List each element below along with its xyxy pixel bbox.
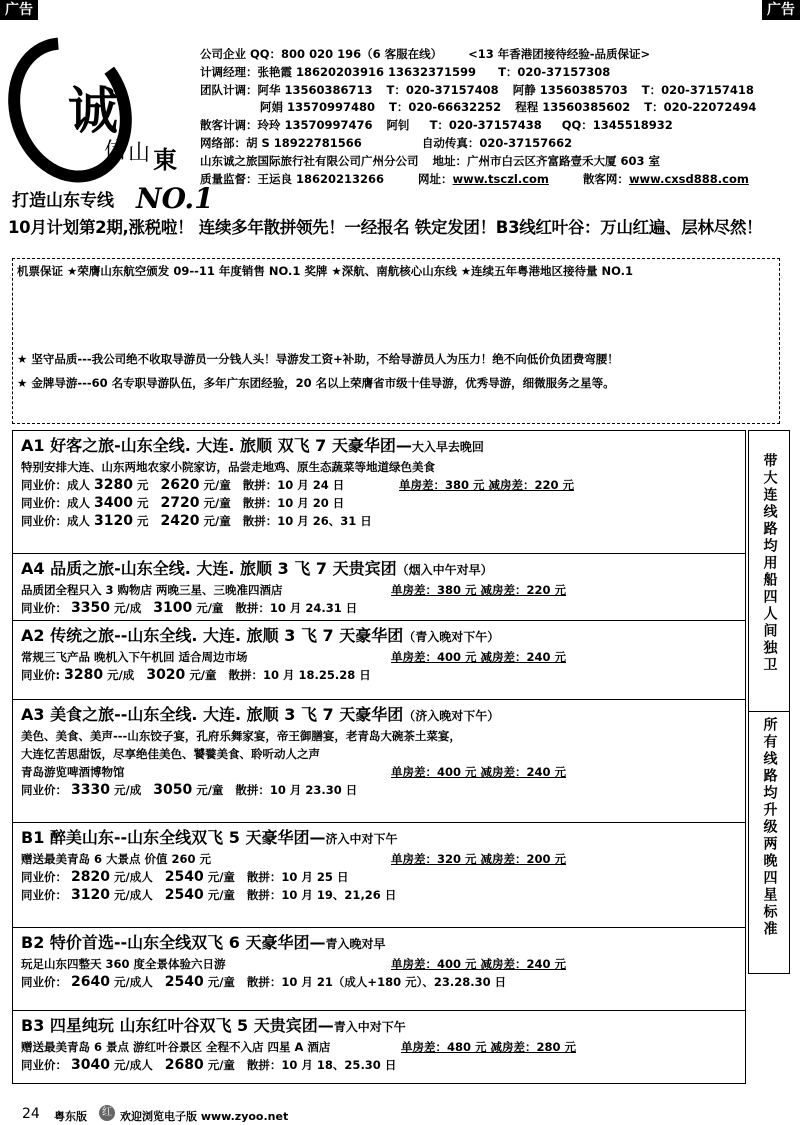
child-price: 2540 (164, 974, 204, 990)
adult-price: 3400 (94, 495, 133, 511)
logo-char-3: 山 (128, 141, 151, 166)
company-name: 山东诚之旅国际旅行社有限公司广州分公司 (200, 153, 419, 168)
price-row: 同业价：成人 3280 元 2620 元/童 散拼：10 月 24 日 单房差：380 元 减房差：220 元 (21, 477, 575, 493)
team-1b: T：020-37157408 (386, 82, 499, 97)
site-label: 网址： (418, 171, 453, 186)
departure-dates: 散拼：10 月 24 日 (242, 478, 345, 492)
adult-price: 2820 (71, 869, 110, 885)
room-diff: 单房差：480 元 减房差：280 元 (401, 1040, 577, 1054)
route-title: A4 品质之旅-山东全线. 大连. 旅顺 3 飞 7 天贵宾团（烟入中午对早） (21, 559, 493, 578)
side-divider (749, 711, 789, 712)
route-card (12, 699, 746, 822)
price-row: 同业价：成人 3400 元 2720 元/童 散拼：10 月 20 日 (21, 495, 345, 511)
adult-price: 3040 (71, 1057, 110, 1073)
price-row: 同业价： 2640 元/成人 2540 元/童 散拼：10 月 21（成人+180 元）、23.28.30 日 (21, 974, 507, 990)
room-diff: 单房差：380 元 减房差：220 元 (399, 478, 575, 492)
route-card (12, 430, 746, 553)
logo-slogan: 打造山东专线 (12, 191, 114, 211)
team-1d: T：020-37157418 (641, 82, 754, 97)
header (8, 20, 792, 215)
team-label: 团队计调： (200, 82, 258, 97)
side-note-bottom: 所有线路均升级两晚四星标准 (761, 717, 778, 938)
retail-site-label: 散客网： (582, 171, 629, 186)
team-1a: 阿华 13560386713 (257, 82, 373, 97)
address: 地址：广州市白云区齐富路壹禾大厦 603 室 (432, 153, 661, 168)
promo-row-1: 机票保证 ★荣膺山东航空颁发 09--11 年度销售 NO.1 奖牌 ★深航、南航核心山东线 ★连续五年粤港地区接待量 NO.1 (17, 264, 634, 278)
child-price: 3050 (153, 782, 193, 798)
route-desc: 赠送最美青岛 6 大景点 价值 260 元 单房差：320 元 减房差：200 元 (21, 852, 567, 866)
price-row: 同业价: 3280 元/成 3020 元/童 散拼：10 月 18.25.28 日 (21, 667, 371, 683)
ad-tag-left: 广告 (0, 0, 38, 20)
footer-url[interactable]: 欢迎浏览电子版 www.zyoo.net (120, 1110, 289, 1123)
child-price: 2540 (164, 887, 204, 903)
promo-box (12, 258, 780, 424)
network-line: 网络部：胡 S 18922781566 (200, 135, 362, 150)
route-desc: 品质团全程只入 3 购物店 两晚三星、三晚准四酒店 单房差：380 元 减房差：220 元 (21, 583, 567, 597)
room-diff: 单房差：320 元 减房差：200 元 (391, 852, 567, 866)
route-card (12, 1010, 746, 1084)
price-row: 同业价：成人 3120 元 2420 元/童 散拼：10 月 26、31 日 (21, 513, 372, 529)
departure-dates: 散拼：10 月 19、21,26 日 (246, 888, 397, 902)
adult-price: 3280 (64, 667, 104, 683)
route-desc: 玩足山东四整天 360 度全景体验六日游 单房差：400 元 减房差：240 元 (21, 957, 567, 971)
logo-no1: NO.1 (136, 182, 214, 215)
logo-char-4: 東 (153, 145, 177, 174)
departure-dates: 散拼：10 月 18.25.28 日 (228, 668, 371, 682)
route-title: B3 四星纯玩 山东红叶谷双飞 5 天贵宾团—青入中对下午 (21, 1016, 406, 1035)
departure-dates: 散拼：10 月 21（成人+180 元）、23.28.30 日 (246, 975, 507, 989)
price-row: 同业价： 3330 元/成 3050 元/童 散拼：10 月 23.30 日 (21, 782, 358, 798)
departure-dates: 散拼：10 月 18、25.30 日 (246, 1058, 397, 1072)
room-diff: 单房差：400 元 减房差：240 元 (391, 650, 567, 664)
route-title: B2 特价首选--山东全线双飞 6 天豪华团—青入晚对早 (21, 933, 386, 952)
route-desc: 常规三飞产品 晚机入下午机回 适合周边市场 单房差：400 元 减房差：240 元 (21, 650, 567, 664)
route-list (12, 430, 746, 1084)
price-row: 同业价： 2820 元/成人 2540 元/童 散拼：10 月 25 日 (21, 869, 349, 885)
departure-dates: 散拼：10 月 24.31 日 (235, 601, 358, 615)
contact-block (200, 46, 800, 188)
adult-price: 3120 (94, 513, 133, 529)
adult-price: 3350 (71, 600, 110, 616)
team-1c: 阿静 13560385703 (512, 82, 628, 97)
promo-row-5: ★ 坚守品质---我公司绝不收取导游员一分钱人头！导游发工资+补助，不给导游员人为压力！绝不向低价负团费弯腰！ (17, 352, 619, 366)
departure-dates: 散拼：10 月 23.30 日 (235, 783, 358, 797)
child-price: 2720 (160, 495, 200, 511)
route-card (12, 620, 746, 699)
route-desc: 赠送最美青岛 6 景点 游红叶谷景区 全程不入店 四星 A 酒店 单房差：480 元 减房差：280 元 (21, 1040, 577, 1054)
child-price: 2540 (164, 869, 204, 885)
edition-label: 粤东版 (54, 1110, 87, 1123)
retail-c: T：020-37157438 (429, 118, 542, 133)
room-diff: 单房差：400 元 减房差：240 元 (391, 957, 567, 971)
route-title: B1 醉美山东--山东全线双飞 5 天豪华团—济入中对下午 (21, 828, 398, 847)
side-note-top: 带大连线路均用船四人间独卫 (761, 453, 778, 674)
room-diff: 单房差：380 元 减房差：220 元 (391, 583, 567, 597)
route-card (12, 927, 746, 1010)
adult-price: 3120 (71, 887, 110, 903)
ad-tag-right: 广告 (762, 0, 800, 20)
retail-d: QQ：1345518932 (561, 118, 673, 133)
price-row: 同业价： 3120 元/成人 2540 元/童 散拼：10 月 19、21,26 日 (21, 887, 397, 903)
route-title: A1 好客之旅-山东全线. 大连. 旅顺 双飞 7 天豪华团—大入早去晚回 (21, 436, 484, 455)
hong-icon: 红 (99, 1105, 115, 1121)
company-logo (8, 28, 214, 215)
team-2c: 程程 13560385602 (515, 100, 631, 115)
price-row: 同业价： 3350 元/成 3100 元/童 散拼：10 月 24.31 日 (21, 600, 358, 616)
adult-price: 3280 (94, 477, 133, 493)
route-desc: 美色、美食、美声---山东饺子宴，孔府乐舞家宴，帝王御膳宴，老青岛大碗茶土菜宴， (21, 729, 461, 743)
child-price: 3020 (146, 667, 186, 683)
route-title: A2 传统之旅--山东全线. 大连. 旅顺 3 飞 7 天豪华团（青入晚对下午） (21, 626, 500, 645)
route-card (12, 822, 746, 927)
retail-b: 阿钊 (386, 118, 410, 133)
headline-banner: 10月计划第2期,涨税啦！ 连续多年散拼领先！一经报名 铁定发团！B3线红叶谷：万山红遍、层林尽然！ (8, 218, 763, 237)
adult-price: 3330 (71, 782, 110, 798)
price-row: 同业价： 3040 元/成人 2680 元/童 散拼：10 月 18、25.30 日 (21, 1057, 397, 1073)
plan-mgr-tel: T：020-37157308 (498, 64, 611, 79)
site-link[interactable]: www.tsczl.com (452, 171, 549, 186)
promo-row-6: ★ 金牌导游---60 名专职导游队伍，多年广东团经验，20 名以上荣膺省市级十佳导游，优秀导游，细微服务之星等。 (17, 376, 615, 390)
qq-line: 公司企业 QQ：800 020 196（6 客服在线） (200, 47, 443, 61)
route-desc: 特别安排大连、山东两地农家小院家访，品尝走地鸡、原生态蔬菜等地道绿色美食 (21, 460, 435, 474)
logo-char-2: 信 (104, 139, 127, 164)
team-2d: T：020-22072494 (644, 100, 757, 115)
child-price: 2620 (160, 477, 200, 493)
retail-site-link[interactable]: www.cxsd888.com (628, 171, 749, 186)
route-desc-2: 大连忆苦思甜饭，尽享绝佳美色、饕餮美食、聆听动人之声 (21, 747, 320, 761)
departure-dates: 散拼：10 月 20 日 (242, 496, 345, 510)
child-price: 2420 (160, 513, 200, 529)
team-2b: T：020-66632252 (389, 100, 502, 115)
route-card (12, 553, 746, 620)
child-price: 2680 (164, 1057, 204, 1073)
logo-char-1: 诚 (68, 81, 118, 140)
departure-dates: 散拼：10 月 26、31 日 (242, 514, 372, 528)
quality-line: 质量监督：王运良 18620213266 (200, 171, 385, 186)
route-title: A3 美食之旅--山东全线. 大连. 旅顺 3 飞 7 天豪华团（济入晚对下午） (21, 705, 500, 724)
page-number: 24 (22, 1106, 40, 1122)
departure-dates: 散拼：10 月 25 日 (246, 870, 349, 884)
route-desc-3: 青岛游览啤酒博物馆 单房差：400 元 减房差：240 元 (21, 765, 567, 779)
retail-line: 散客计调：玲玲 13570997476 (200, 118, 373, 133)
room-diff: 单房差：400 元 减房差：240 元 (391, 765, 567, 779)
child-price: 3100 (153, 600, 193, 616)
side-notes (748, 430, 790, 974)
footer (0, 1100, 800, 1125)
adult-price: 2640 (71, 974, 110, 990)
plan-mgr-label: 计调经理： (200, 64, 258, 79)
plan-mgr: 张艳霞 18620203916 13632371599 (257, 64, 477, 79)
qq-note: <13 年香港团接待经验-品质保证> (468, 47, 651, 61)
fax: 自动传真：020-37157662 (421, 135, 573, 150)
team-2a: 阿娟 13570997480 (260, 100, 376, 115)
